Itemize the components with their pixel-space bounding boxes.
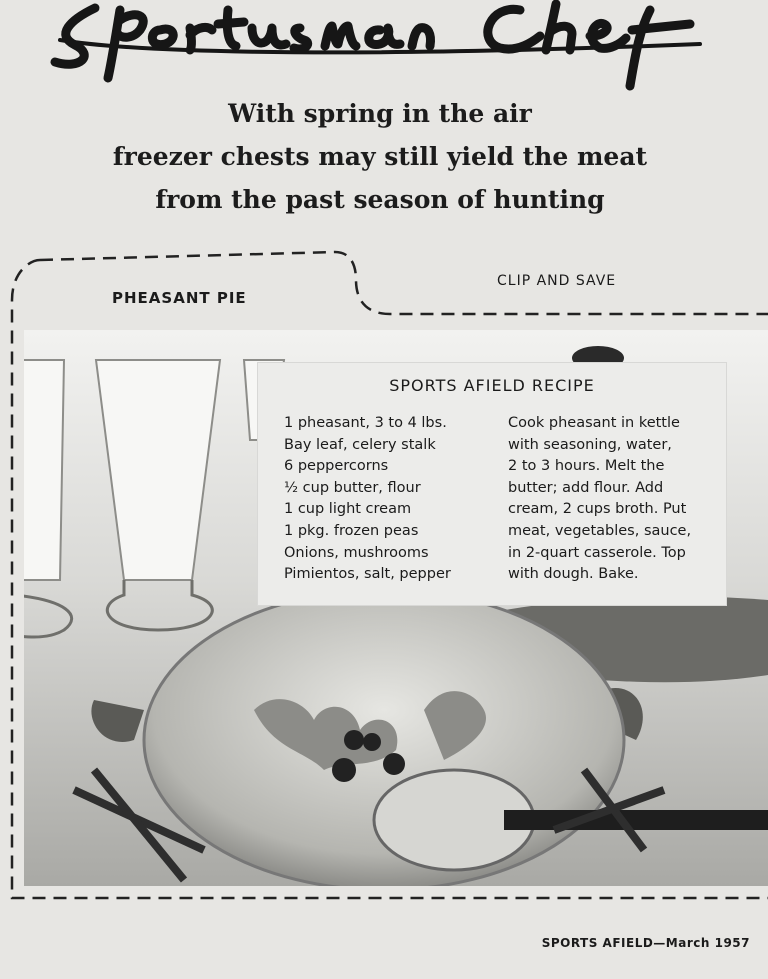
subheadline-line: With spring in the air xyxy=(228,99,532,128)
recipe-directions xyxy=(508,413,718,586)
ingredients-list xyxy=(284,413,504,586)
directions-line: with seasoning, water, xyxy=(508,436,672,453)
subheadline-line: freezer chests may still yield the meat xyxy=(112,142,648,171)
directions-line: cream, 2 cups broth. Put xyxy=(508,501,687,518)
directions-line: with dough. Bake. xyxy=(508,566,639,583)
directions-line: Cook pheasant in kettle xyxy=(508,415,680,431)
ingredient-item: Bay leaf, celery stalk xyxy=(284,436,436,453)
ingredient-item: Onions, mushrooms xyxy=(284,544,429,561)
directions-line: in 2-quart casserole. Top xyxy=(508,544,686,561)
recipe-card xyxy=(258,363,726,605)
clip-and-save-label: CLIP AND SAVE xyxy=(497,273,617,289)
recipe-name: PHEASANT PIE xyxy=(112,289,247,307)
recipe-card-title: SPORTS AFIELD RECIPE xyxy=(389,376,595,395)
ingredient-item: ½ cup butter, flour xyxy=(284,479,421,496)
subheadline xyxy=(60,92,700,221)
subheadline-line: from the past season of hunting xyxy=(155,185,605,214)
ingredient-item: 1 pkg. frozen peas xyxy=(284,522,419,539)
directions-line: 2 to 3 hours. Melt the xyxy=(508,458,665,475)
directions-line: butter; add flour. Add xyxy=(508,479,664,496)
ingredient-item: 1 cup light cream xyxy=(284,501,412,518)
ingredient-item: Pimientos, salt, pepper xyxy=(284,566,451,583)
ingredient-item: 1 pheasant, 3 to 4 lbs. xyxy=(284,415,447,431)
page-footer-credit: SPORTS AFIELD—March 1957 xyxy=(541,936,750,950)
directions-line: meat, vegetables, sauce, xyxy=(508,522,692,539)
ingredient-item: 6 peppercorns xyxy=(284,458,389,475)
